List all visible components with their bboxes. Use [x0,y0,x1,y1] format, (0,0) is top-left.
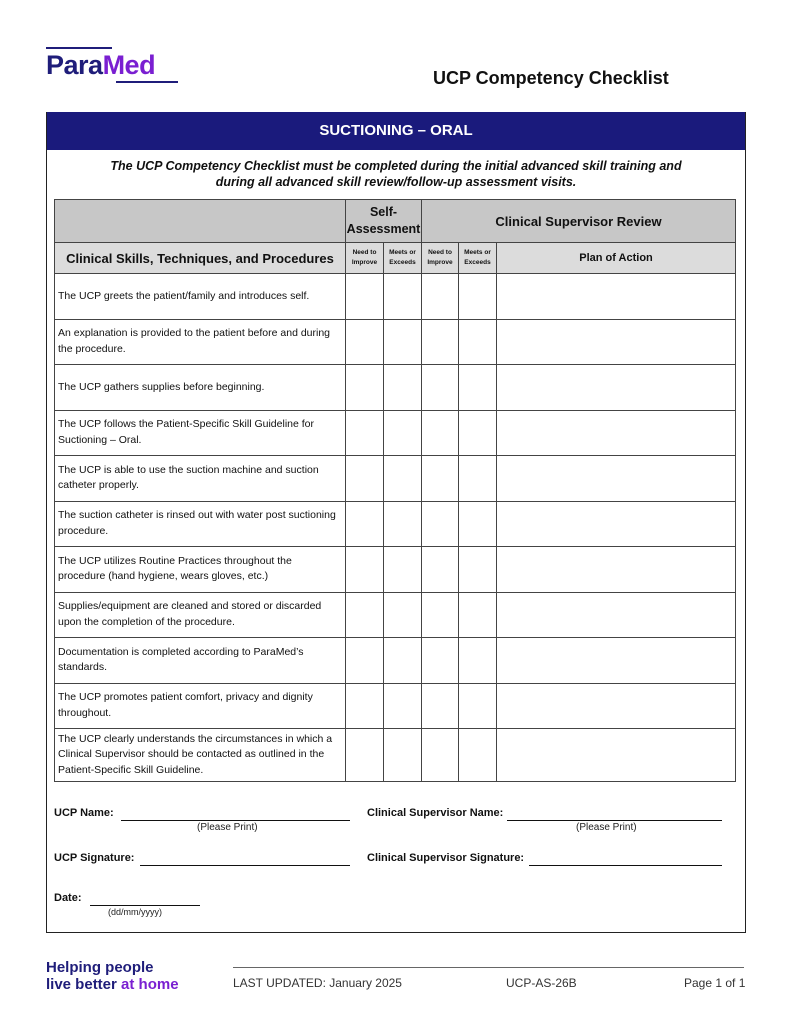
supervisor-meets-or-exceeds-cell[interactable] [459,365,497,411]
plan-of-action-cell[interactable] [497,501,736,547]
footer-tagline: Helping people live better at home [46,959,179,993]
logo-bar-top [46,47,112,49]
supervisor-name-hint: (Please Print) [576,822,637,833]
paramed-logo [46,45,178,85]
supervisor-need-to-improve-cell[interactable] [422,319,459,365]
supervisor-meets-or-exceeds-header: Meets or Exceeds [459,243,497,274]
skill-description: Supplies/equipment are cleaned and stored or discarded upon the completion of the procedure. [55,592,346,638]
self-need-to-improve-cell[interactable] [346,501,384,547]
skill-description: The UCP greets the patient/family and introduces self. [55,274,346,320]
supervisor-review-header: Clinical Supervisor Review [422,200,736,243]
ucp-signature-label: UCP Signature: [54,852,135,864]
skill-description: The UCP utilizes Routine Practices throughout the procedure (hand hygiene, wears gloves, etc.) [55,547,346,593]
skills-column-header: Clinical Skills, Techniques, and Procedures [55,243,346,274]
self-need-to-improve-cell[interactable] [346,638,384,684]
date-field[interactable] [90,905,200,906]
skill-description: The suction catheter is rinsed out with water post suctioning procedure. [55,501,346,547]
checklist-frame [46,112,746,933]
ucp-name-label: UCP Name: [54,807,114,819]
self-need-to-improve-cell[interactable] [346,365,384,411]
skill-description: The UCP is able to use the suction machine and suction catheter properly. [55,456,346,502]
supervisor-meets-or-exceeds-cell[interactable] [459,410,497,456]
self-assessment-header: Self-Assessment [346,200,422,243]
supervisor-meets-or-exceeds-cell[interactable] [459,319,497,365]
table-row [55,638,736,684]
skill-description: An explanation is provided to the patient before and during the procedure. [55,319,346,365]
supervisor-meets-or-exceeds-cell[interactable] [459,547,497,593]
skill-description: Documentation is completed according to ParaMed’s standards. [55,638,346,684]
supervisor-need-to-improve-cell[interactable] [422,638,459,684]
table-row [55,547,736,593]
self-need-to-improve-cell[interactable] [346,683,384,729]
self-meets-or-exceeds-cell[interactable] [384,365,422,411]
self-meets-or-exceeds-cell[interactable] [384,501,422,547]
supervisor-meets-or-exceeds-cell[interactable] [459,683,497,729]
self-meets-or-exceeds-cell[interactable] [384,547,422,593]
self-need-to-improve-cell[interactable] [346,274,384,320]
supervisor-meets-or-exceeds-cell[interactable] [459,638,497,684]
table-row [55,592,736,638]
plan-of-action-cell[interactable] [497,729,736,782]
supervisor-meets-or-exceeds-cell[interactable] [459,456,497,502]
ucp-name-field[interactable] [121,820,350,821]
competency-table [54,199,736,782]
table-row [55,456,736,502]
skill-description: The UCP clearly understands the circumstances in which a Clinical Supervisor should be contacted as outlined in the Patient-Specific Skill Guideline. [55,729,346,782]
table-row [55,365,736,411]
supervisor-signature-label: Clinical Supervisor Signature: [367,852,525,864]
table-row [55,501,736,547]
self-need-to-improve-cell[interactable] [346,456,384,502]
plan-of-action-cell[interactable] [497,365,736,411]
logo-wordmark: ParaMed [46,50,156,80]
skill-description: The UCP follows the Patient-Specific Skill Guideline for Suctioning – Oral. [55,410,346,456]
skill-description: The UCP gathers supplies before beginning. [55,365,346,411]
page-number: Page 1 of 1 [684,976,746,990]
plan-of-action-cell[interactable] [497,274,736,320]
blank-header [55,200,346,243]
supervisor-need-to-improve-cell[interactable] [422,683,459,729]
self-need-to-improve-cell[interactable] [346,729,384,782]
table-group-header-row [55,200,736,243]
table-row [55,410,736,456]
supervisor-need-to-improve-cell[interactable] [422,456,459,502]
self-need-to-improve-cell[interactable] [346,547,384,593]
self-meets-or-exceeds-cell[interactable] [384,319,422,365]
self-meets-or-exceeds-cell[interactable] [384,456,422,502]
supervisor-need-to-improve-cell[interactable] [422,547,459,593]
self-meets-or-exceeds-cell[interactable] [384,683,422,729]
table-row [55,274,736,320]
logo-bar-bottom [116,81,178,83]
ucp-signature-field[interactable] [140,865,350,866]
document-code: UCP-AS-26B [506,976,577,990]
supervisor-name-field[interactable] [507,820,722,821]
section-banner: SUCTIONING – ORAL [47,112,745,150]
plan-of-action-cell[interactable] [497,547,736,593]
plan-of-action-cell[interactable] [497,410,736,456]
self-meets-or-exceeds-cell[interactable] [384,729,422,782]
self-meets-or-exceeds-cell[interactable] [384,274,422,320]
skill-description: The UCP promotes patient comfort, privacy and dignity throughout. [55,683,346,729]
supervisor-need-to-improve-cell[interactable] [422,592,459,638]
table-row [55,729,736,782]
plan-of-action-cell[interactable] [497,319,736,365]
supervisor-meets-or-exceeds-cell[interactable] [459,274,497,320]
self-need-to-improve-cell[interactable] [346,592,384,638]
last-updated: LAST UPDATED: January 2025 [233,976,402,990]
supervisor-need-to-improve-cell[interactable] [422,410,459,456]
supervisor-need-to-improve-cell[interactable] [422,501,459,547]
footer-divider [233,967,744,968]
self-meets-or-exceeds-cell[interactable] [384,638,422,684]
supervisor-need-to-improve-cell[interactable] [422,729,459,782]
document-title: UCP Competency Checklist [433,68,669,88]
supervisor-need-to-improve-cell[interactable] [422,274,459,320]
plan-of-action-cell[interactable] [497,592,736,638]
intro-instructions: The UCP Competency Checklist must be completed during the initial advanced skill training and during all advanced skill review/follow-up assessment visits. [110,159,682,189]
supervisor-name-label: Clinical Supervisor Name: [367,807,504,819]
plan-of-action-cell[interactable] [497,456,736,502]
ucp-name-hint: (Please Print) [197,822,258,833]
supervisor-meets-or-exceeds-cell[interactable] [459,501,497,547]
plan-of-action-header: Plan of Action [497,243,736,274]
self-meets-or-exceeds-cell[interactable] [384,410,422,456]
table-column-header-row [55,243,736,274]
supervisor-need-to-improve-cell[interactable] [422,365,459,411]
self-meets-or-exceeds-cell[interactable] [384,592,422,638]
self-need-to-improve-cell[interactable] [346,410,384,456]
self-meets-or-exceeds-header: Meets or Exceeds [384,243,422,274]
self-need-to-improve-cell[interactable] [346,319,384,365]
date-format-hint: (dd/mm/yyyy) [108,907,162,917]
self-need-to-improve-header: Need to Improve [346,243,384,274]
supervisor-signature-field[interactable] [529,865,722,866]
plan-of-action-cell[interactable] [497,638,736,684]
supervisor-meets-or-exceeds-cell[interactable] [459,592,497,638]
supervisor-need-to-improve-header: Need to Improve [422,243,459,274]
table-row [55,319,736,365]
table-row [55,683,736,729]
plan-of-action-cell[interactable] [497,683,736,729]
supervisor-meets-or-exceeds-cell[interactable] [459,729,497,782]
date-label: Date: [54,892,82,904]
